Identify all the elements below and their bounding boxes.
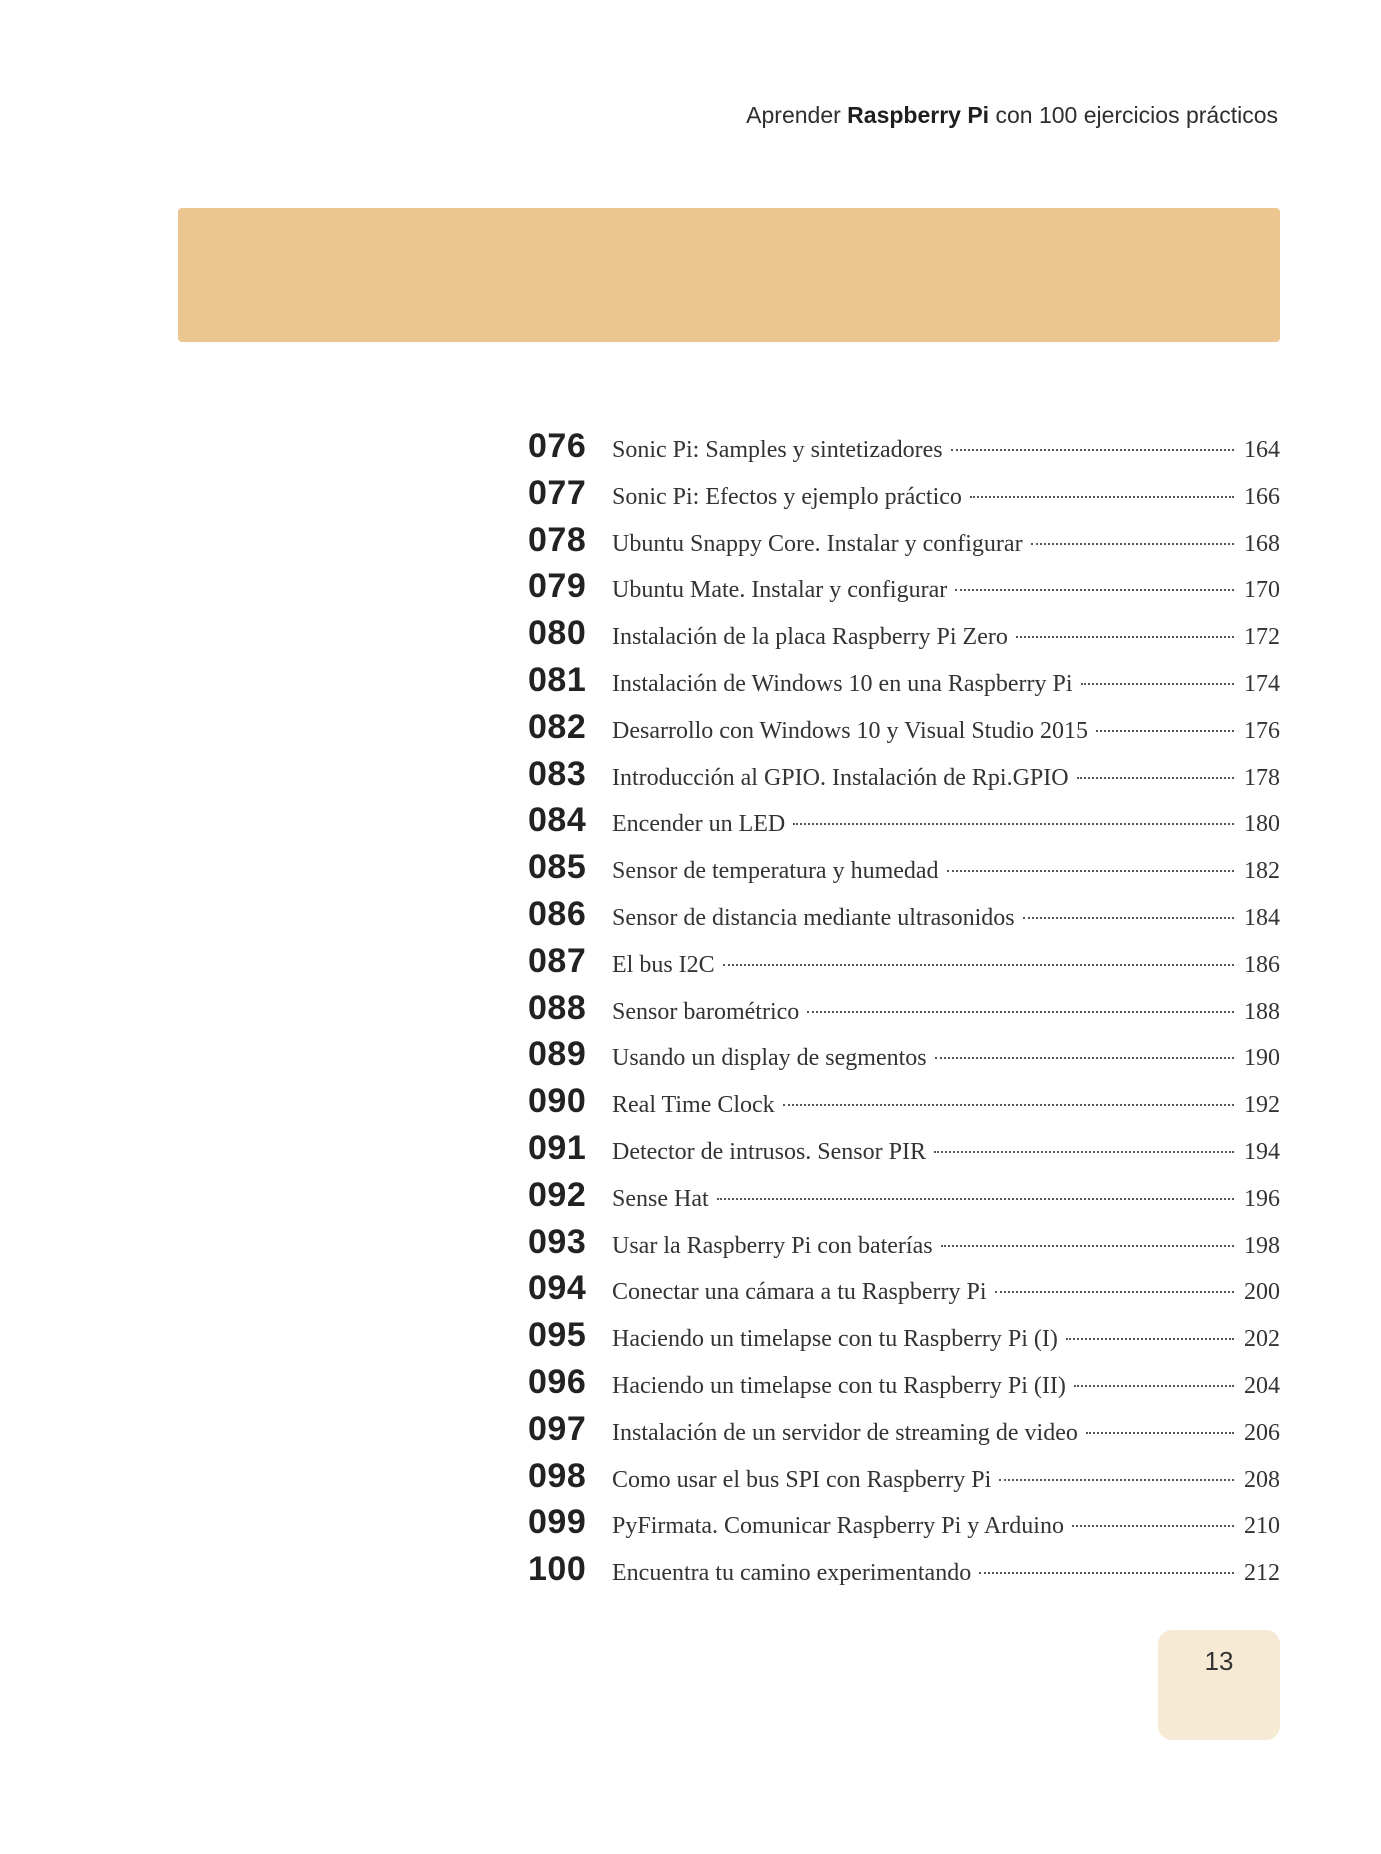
header-suffix: con 100 ejercicios prácticos (995, 102, 1278, 128)
toc-entry-title: Ubuntu Mate. Instalar y configurar (612, 577, 948, 604)
toc-dot-leader (947, 870, 1234, 872)
toc-entry-number: 089 (528, 1035, 587, 1074)
toc-entry-number: 094 (528, 1269, 587, 1308)
toc-dot-leader (807, 1011, 1234, 1013)
toc-entry-page: 176 (1244, 717, 1280, 744)
toc-entry-title: Instalación de la placa Raspberry Pi Zero (612, 624, 1008, 651)
toc-dot-leader (935, 1057, 1234, 1059)
toc-entry-number: 095 (528, 1316, 587, 1355)
toc-entry-title: Sensor barométrico (612, 998, 800, 1025)
toc-entry (528, 801, 1280, 848)
toc-entry-number: 084 (528, 801, 587, 840)
toc-dot-leader (1096, 730, 1234, 732)
toc-entry-number: 080 (528, 614, 587, 653)
toc-dot-leader (783, 1104, 1234, 1106)
running-header (746, 102, 1278, 129)
toc-entry (528, 1457, 1280, 1504)
toc-entry-title: Instalación de Windows 10 en una Raspberry Pi (612, 670, 1073, 697)
toc-dot-leader (1066, 1338, 1234, 1340)
toc-entry (528, 661, 1280, 708)
toc-entry (528, 989, 1280, 1036)
toc-entry-page: 188 (1244, 998, 1280, 1025)
toc-entry-page: 192 (1244, 1092, 1280, 1119)
page-number: 13 (1204, 1646, 1234, 1676)
toc-entry (528, 1223, 1280, 1270)
toc-entry (528, 1550, 1280, 1597)
toc-entry (528, 1129, 1280, 1176)
toc-entry (528, 427, 1280, 474)
toc-dot-leader (1086, 1432, 1234, 1434)
toc-entry-number: 092 (528, 1175, 587, 1214)
toc-entry-title: Como usar el bus SPI con Raspberry Pi (612, 1466, 992, 1493)
toc-dot-leader (941, 1245, 1234, 1247)
toc-entry-page: 174 (1244, 670, 1280, 697)
toc-entry (528, 1316, 1280, 1363)
toc-entry-number: 093 (528, 1222, 587, 1261)
toc-entry-page: 182 (1244, 858, 1280, 885)
toc-entry (528, 474, 1280, 521)
toc-entry (528, 1363, 1280, 1410)
toc-entry-number: 085 (528, 848, 587, 887)
toc-entry (528, 1410, 1280, 1457)
toc-dot-leader (1081, 683, 1235, 685)
toc-entry-page: 210 (1244, 1513, 1280, 1540)
table-of-contents (528, 427, 1280, 1597)
toc-entry-page: 198 (1244, 1232, 1280, 1259)
toc-dot-leader (1072, 1525, 1234, 1527)
toc-dot-leader (1074, 1385, 1234, 1387)
toc-entry-number: 090 (528, 1082, 587, 1121)
toc-entry-title: Encender un LED (612, 811, 786, 838)
toc-entry-number: 086 (528, 894, 587, 933)
toc-entry-page: 186 (1244, 951, 1280, 978)
toc-dot-leader (723, 964, 1234, 966)
toc-dot-leader (717, 1198, 1234, 1200)
toc-dot-leader (995, 1291, 1234, 1293)
toc-entry-page: 164 (1244, 437, 1280, 463)
toc-entry (528, 848, 1280, 895)
toc-entry-number: 081 (528, 660, 587, 699)
toc-entry-title: Desarrollo con Windows 10 y Visual Studio 2015 (612, 717, 1089, 744)
toc-entry-title: Sonic Pi: Efectos y ejemplo práctico (612, 483, 962, 510)
toc-entry-page: 206 (1244, 1419, 1280, 1446)
decorative-color-band (178, 208, 1280, 342)
toc-entry-page: 180 (1244, 811, 1280, 838)
toc-dot-leader (951, 449, 1234, 451)
toc-entry-title: Usar la Raspberry Pi con baterías (612, 1232, 933, 1259)
toc-entry (528, 708, 1280, 755)
toc-entry-number: 083 (528, 754, 587, 793)
toc-entry-number: 098 (528, 1456, 587, 1495)
toc-entry-title: Sensor de temperatura y humedad (612, 858, 939, 885)
toc-entry-title: Instalación de un servidor de streaming de video (612, 1419, 1078, 1446)
toc-entry-title: Sensor de distancia mediante ultrasonidos (612, 904, 1015, 931)
toc-entry (528, 567, 1280, 614)
toc-entry (528, 895, 1280, 942)
toc-entry-page: 172 (1244, 624, 1280, 651)
toc-entry-number: 087 (528, 941, 587, 980)
toc-entry (528, 1503, 1280, 1550)
toc-entry-number: 077 (528, 473, 587, 512)
toc-entry-title: Sonic Pi: Samples y sintetizadores (612, 437, 943, 463)
toc-entry-page: 196 (1244, 1185, 1280, 1212)
toc-dot-leader (1077, 777, 1234, 779)
toc-entry (528, 1082, 1280, 1129)
toc-entry-page: 190 (1244, 1045, 1280, 1072)
toc-entry-number: 079 (528, 567, 587, 606)
toc-entry-number: 091 (528, 1128, 587, 1167)
toc-entry-number: 076 (528, 427, 587, 465)
toc-entry-page: 204 (1244, 1372, 1280, 1399)
toc-dot-leader (793, 823, 1234, 825)
toc-entry (528, 521, 1280, 568)
toc-entry (528, 1269, 1280, 1316)
toc-entry-page: 212 (1244, 1560, 1280, 1587)
toc-entry-number: 088 (528, 988, 587, 1027)
toc-entry-page: 194 (1244, 1138, 1280, 1165)
toc-entry-number: 097 (528, 1409, 587, 1448)
header-prefix: Aprender (746, 102, 841, 128)
toc-entry-title: Haciendo un timelapse con tu Raspberry Pi (II) (612, 1372, 1066, 1399)
toc-entry-page: 178 (1244, 764, 1280, 791)
header-emphasis: Raspberry Pi (847, 102, 990, 128)
toc-entry-page: 200 (1244, 1279, 1280, 1306)
toc-dot-leader (999, 1479, 1234, 1481)
toc-entry-title: Haciendo un timelapse con tu Raspberry Pi (I) (612, 1326, 1058, 1353)
toc-entry-title: PyFirmata. Comunicar Raspberry Pi y Arduino (612, 1513, 1064, 1540)
toc-dot-leader (934, 1151, 1234, 1153)
toc-dot-leader (1023, 917, 1234, 919)
toc-entry-title: Real Time Clock (612, 1092, 775, 1119)
toc-entry-page: 168 (1244, 530, 1280, 557)
toc-entry-title: Usando un display de segmentos (612, 1045, 927, 1072)
toc-entry (528, 1176, 1280, 1223)
toc-entry-number: 082 (528, 707, 587, 746)
toc-dot-leader (1016, 636, 1234, 638)
toc-dot-leader (1031, 543, 1234, 545)
toc-entry-page: 166 (1244, 483, 1280, 510)
toc-entry-page: 184 (1244, 904, 1280, 931)
toc-entry-number: 099 (528, 1503, 587, 1542)
toc-entry-title: El bus I2C (612, 951, 715, 978)
toc-dot-leader (970, 496, 1234, 498)
toc-dot-leader (979, 1572, 1234, 1574)
toc-entry (528, 942, 1280, 989)
toc-entry-number: 078 (528, 520, 587, 559)
toc-entry-number: 100 (528, 1550, 587, 1589)
toc-entry-number: 096 (528, 1362, 587, 1401)
toc-entry (528, 1035, 1280, 1082)
toc-entry-title: Introducción al GPIO. Instalación de Rpi.GPIO (612, 764, 1069, 791)
toc-entry-title: Detector de intrusos. Sensor PIR (612, 1138, 926, 1165)
toc-entry-page: 170 (1244, 577, 1280, 604)
toc-entry-title: Encuentra tu camino experimentando (612, 1560, 972, 1587)
toc-entry (528, 614, 1280, 661)
toc-entry-title: Ubuntu Snappy Core. Instalar y configurar (612, 530, 1023, 557)
toc-entry (528, 755, 1280, 802)
toc-entry-page: 208 (1244, 1466, 1280, 1493)
toc-entry-page: 202 (1244, 1326, 1280, 1353)
toc-dot-leader (955, 589, 1234, 591)
page-number-tab (1158, 1630, 1280, 1740)
toc-entry-title: Conectar una cámara a tu Raspberry Pi (612, 1279, 987, 1306)
toc-entry-title: Sense Hat (612, 1185, 709, 1212)
